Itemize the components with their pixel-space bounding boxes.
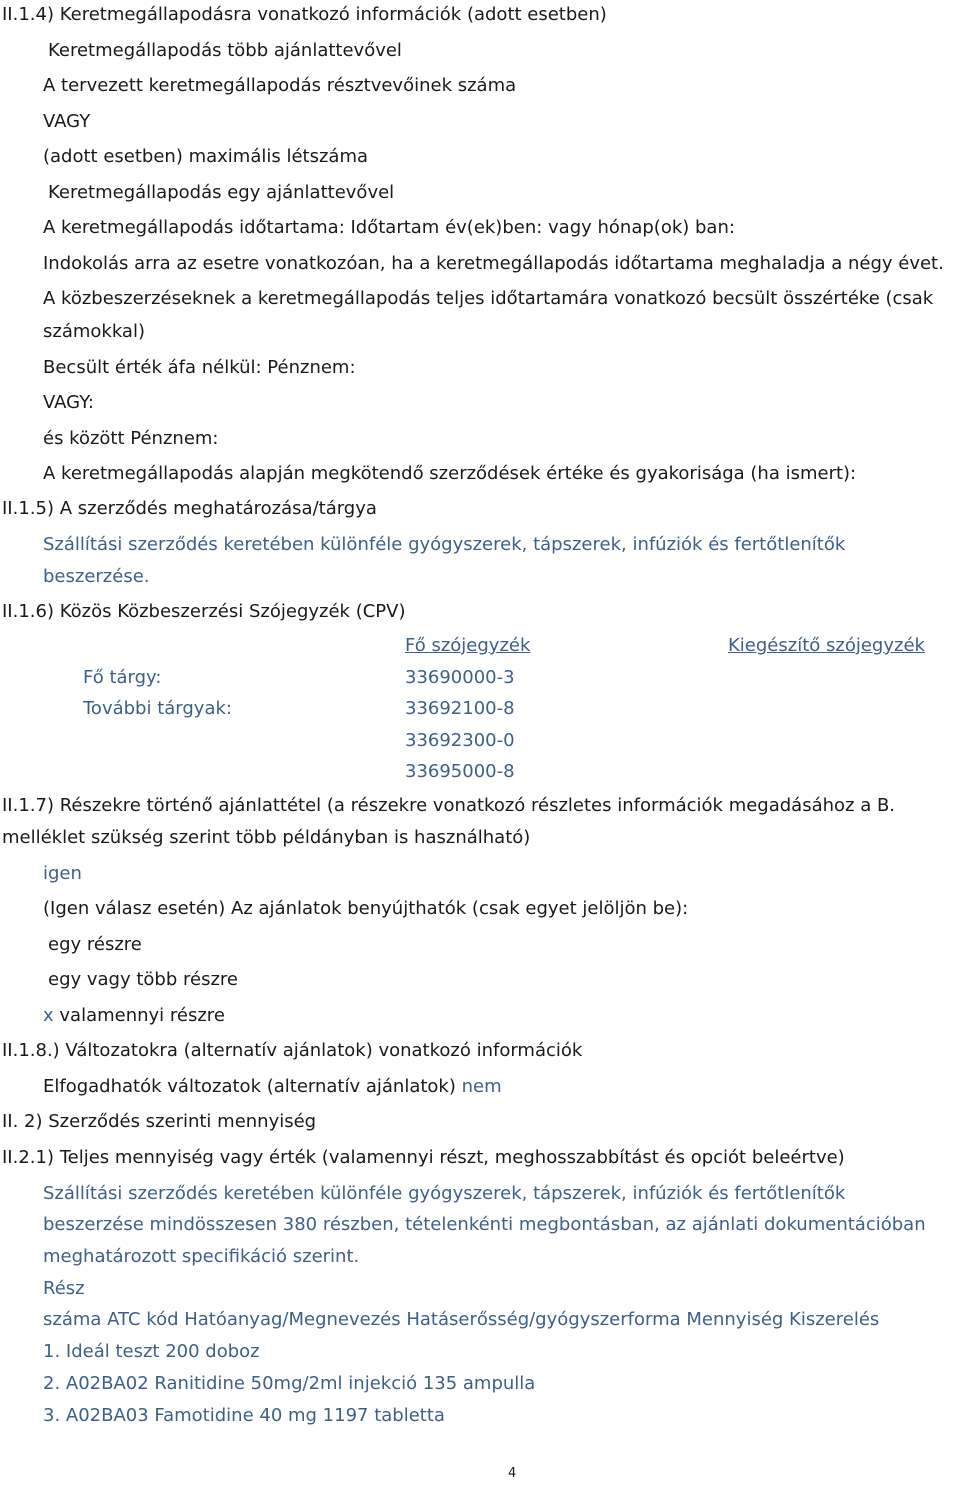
duration-label: A keretmegállapodás időtartama: Időtartam év(ek)ben: vagy hónap(ok) ban: bbox=[43, 217, 735, 238]
lots-table-header-2: száma ATC kód Hatóanyag/Megnevezés Hatáserősség/gyógyszerforma Mennyiség Kiszerelés bbox=[43, 1309, 880, 1330]
cpv-main-column-header: Fő szójegyzék bbox=[405, 635, 531, 656]
contracts-value-label: A keretmegállapodás alapján megkötendő szerződések értéke és gyakorisága (ha ismert): bbox=[43, 463, 857, 484]
section-II-1-5-heading: II.1.5) A szerződés meghatározása/tárgya bbox=[2, 498, 377, 519]
or-label-2: VAGY: bbox=[43, 392, 94, 413]
lots-answer: igen bbox=[43, 863, 82, 884]
additional-subject-code: 33695000-8 bbox=[405, 761, 515, 782]
additional-subject-code: 33692300-0 bbox=[405, 730, 515, 751]
variants-accepted-value: nem bbox=[461, 1076, 502, 1097]
option-all-lots bbox=[43, 1004, 225, 1028]
main-subject-label: Fő tárgy: bbox=[83, 667, 162, 688]
total-quantity-text-line2: beszerzése mindösszesen 380 részben, tételenkénti megbontásban, az ajánlati dokumentációban bbox=[43, 1214, 926, 1235]
section-II-1-8-heading: II.1.8.) Változatokra (alternatív ajánlatok) vonatkozó információk bbox=[2, 1040, 583, 1061]
main-subject-code: 33690000-3 bbox=[405, 667, 515, 688]
single-tenderer-option: Keretmegállapodás egy ajánlattevővel bbox=[48, 182, 395, 203]
several-tenderers-option: Keretmegállapodás több ajánlattevővel bbox=[48, 40, 402, 61]
cpv-supplementary-column-header: Kiegészítő szójegyzék bbox=[728, 635, 925, 656]
variants-accepted-label: Elfogadhatók változatok (alternatív ajánlatok) bbox=[43, 1076, 456, 1097]
justification-label: Indokolás arra az esetre vonatkozóan, ha a keretmegállapodás időtartama meghaladja a négy évet. bbox=[43, 253, 944, 274]
variants-accepted-row bbox=[43, 1075, 502, 1099]
max-headcount-label: (adott esetben) maximális létszáma bbox=[43, 146, 369, 167]
page-number: 4 bbox=[508, 1466, 517, 1481]
section-II-1-7-heading-line1: II.1.7) Részekre történő ajánlattétel (a részekre vonatkozó részletes információk megadásához a B. bbox=[2, 795, 896, 816]
total-value-label-line1: A közbeszerzéseknek a keretmegállapodás teljes időtartamára vonatkozó becsült összértéke (csak bbox=[43, 288, 934, 309]
section-II-2-heading: II. 2) Szerződés szerinti mennyiség bbox=[2, 1111, 317, 1132]
selected-mark: x bbox=[43, 1005, 54, 1026]
section-II-1-7-heading-line2: melléklet szükség szerint több példányban is használható) bbox=[2, 827, 531, 848]
lots-table-row: 1. Ideál teszt 200 doboz bbox=[43, 1341, 260, 1362]
contract-subject-text-line2: beszerzése. bbox=[43, 566, 150, 587]
lots-table-row: 2. A02BA02 Ranitidine 50mg/2ml injekció 135 ampulla bbox=[43, 1373, 536, 1394]
additional-subject-code: 33692100-8 bbox=[405, 698, 515, 719]
contract-subject-text-line1: Szállítási szerződés keretében különféle gyógyszerek, tápszerek, infúziók és fertőtlenítők bbox=[43, 534, 846, 555]
section-II-1-6-heading: II.1.6) Közös Közbeszerzési Szójegyzék (CPV) bbox=[2, 601, 406, 622]
section-II-1-4-heading: II.1.4) Keretmegállapodásra vonatkozó információk (adott esetben) bbox=[2, 4, 607, 25]
planned-participants-label: A tervezett keretmegállapodás résztvevőinek száma bbox=[43, 75, 517, 96]
or-label: VAGY bbox=[43, 111, 91, 132]
total-quantity-text-line3: meghatározott specifikáció szerint. bbox=[43, 1246, 360, 1267]
section-II-2-1-heading: II.2.1) Teljes mennyiség vagy érték (valamennyi részt, meghosszabbítást és opciót beleértve) bbox=[2, 1147, 845, 1168]
estimated-value-label: Becsült érték áfa nélkül: Pénznem: bbox=[43, 357, 356, 378]
option-one-lot: egy részre bbox=[48, 934, 142, 955]
additional-subjects-label: További tárgyak: bbox=[83, 698, 232, 719]
option-all-lots-label: valamennyi részre bbox=[59, 1005, 225, 1026]
between-label: és között Pénznem: bbox=[43, 428, 219, 449]
lots-table-row: 3. A02BA03 Famotidine 40 mg 1197 tabletta bbox=[43, 1405, 445, 1426]
total-quantity-text-line1: Szállítási szerződés keretében különféle gyógyszerek, tápszerek, infúziók és fertőtlenítők bbox=[43, 1183, 846, 1204]
lots-submission-question: (Igen válasz esetén) Az ajánlatok benyújthatók (csak egyet jelöljön be): bbox=[43, 898, 689, 919]
option-one-or-more-lots: egy vagy több részre bbox=[48, 969, 238, 990]
total-value-label-line2: számokkal) bbox=[43, 321, 145, 342]
lots-table-header-1: Rész bbox=[43, 1278, 85, 1299]
